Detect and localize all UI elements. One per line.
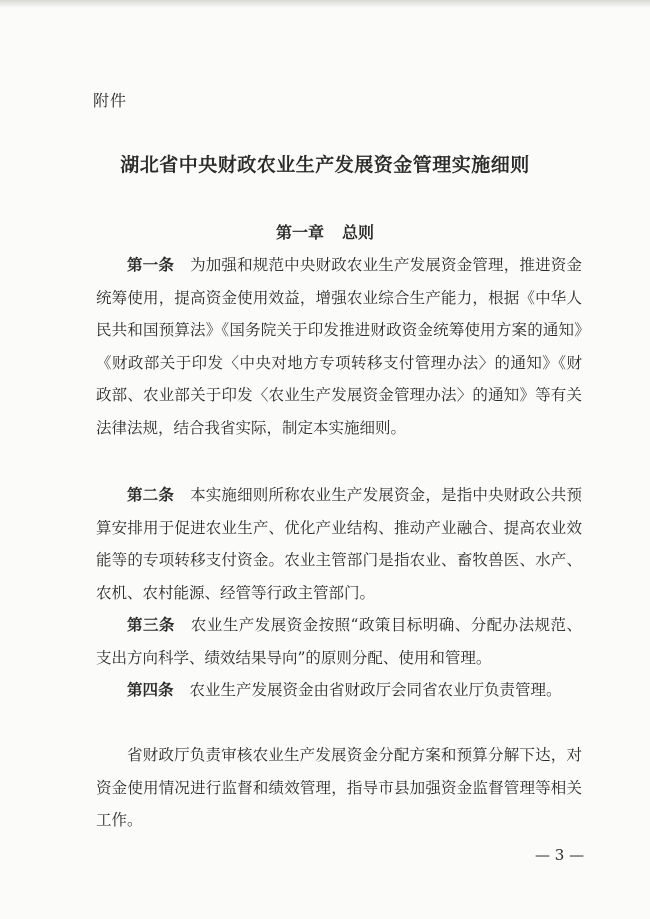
article-text: 农业生产发展资金由省财政厅会同省农业厅负责管理。 [189, 681, 562, 699]
scan-edge [0, 0, 650, 8]
article-4 [96, 674, 582, 707]
article-label: 第一条 [127, 255, 175, 274]
chapter-number: 第一章 [275, 223, 324, 242]
chapter-heading [0, 220, 650, 243]
body-paragraph: 省财政厅负责审核农业生产发展资金分配方案和预算分解下达，对资金使用情况进行监督和绩效管理，指导市县加强资金监督管理等相关工作。 [96, 746, 582, 829]
chapter-name: 总则 [342, 223, 375, 242]
article-text: 农业生产发展资金按照“政策目标明确、分配办法规范、支出方向科学、绩效结果导向”的原则分配、使用和管理。 [96, 616, 582, 667]
article-2 [96, 479, 582, 609]
document-title: 湖北省中央财政农业生产发展资金管理实施细则 [120, 154, 530, 176]
article-text: 为加强和规范中央财政农业生产发展资金管理，推进资金统筹使用，提高资金使用效益，增强农业综合生产能力，根据《中华人民共和国预算法》《国务院关于印发推进财政资金统筹使用方案的通知》《财政部关于印发〈中央对地方专项转移支付管理办法〉的通知》《财政部、农业部关于印发〈农业生产发展资金管理办法〉的通知》等有关法律法规，结合我省实际，制定本实施细则。 [96, 256, 582, 437]
article-3 [96, 609, 582, 674]
article-label: 第三条 [127, 615, 175, 634]
article-label: 第二条 [127, 485, 175, 504]
article-label: 第四条 [127, 680, 174, 699]
page-number: — 3 — [535, 846, 585, 864]
article-text: 本实施细则所称农业生产发展资金，是指中央财政公共预算安排用于促进农业生产、优化产业结构、推动产业融合、提高农业效能等的专项转移支付资金。农业主管部门是指农业、畜牧兽医、水产、农机、农村能源、经管等行政主管部门。 [96, 486, 582, 602]
article-1 [96, 249, 582, 444]
attachment-label: 附件 [93, 91, 128, 110]
